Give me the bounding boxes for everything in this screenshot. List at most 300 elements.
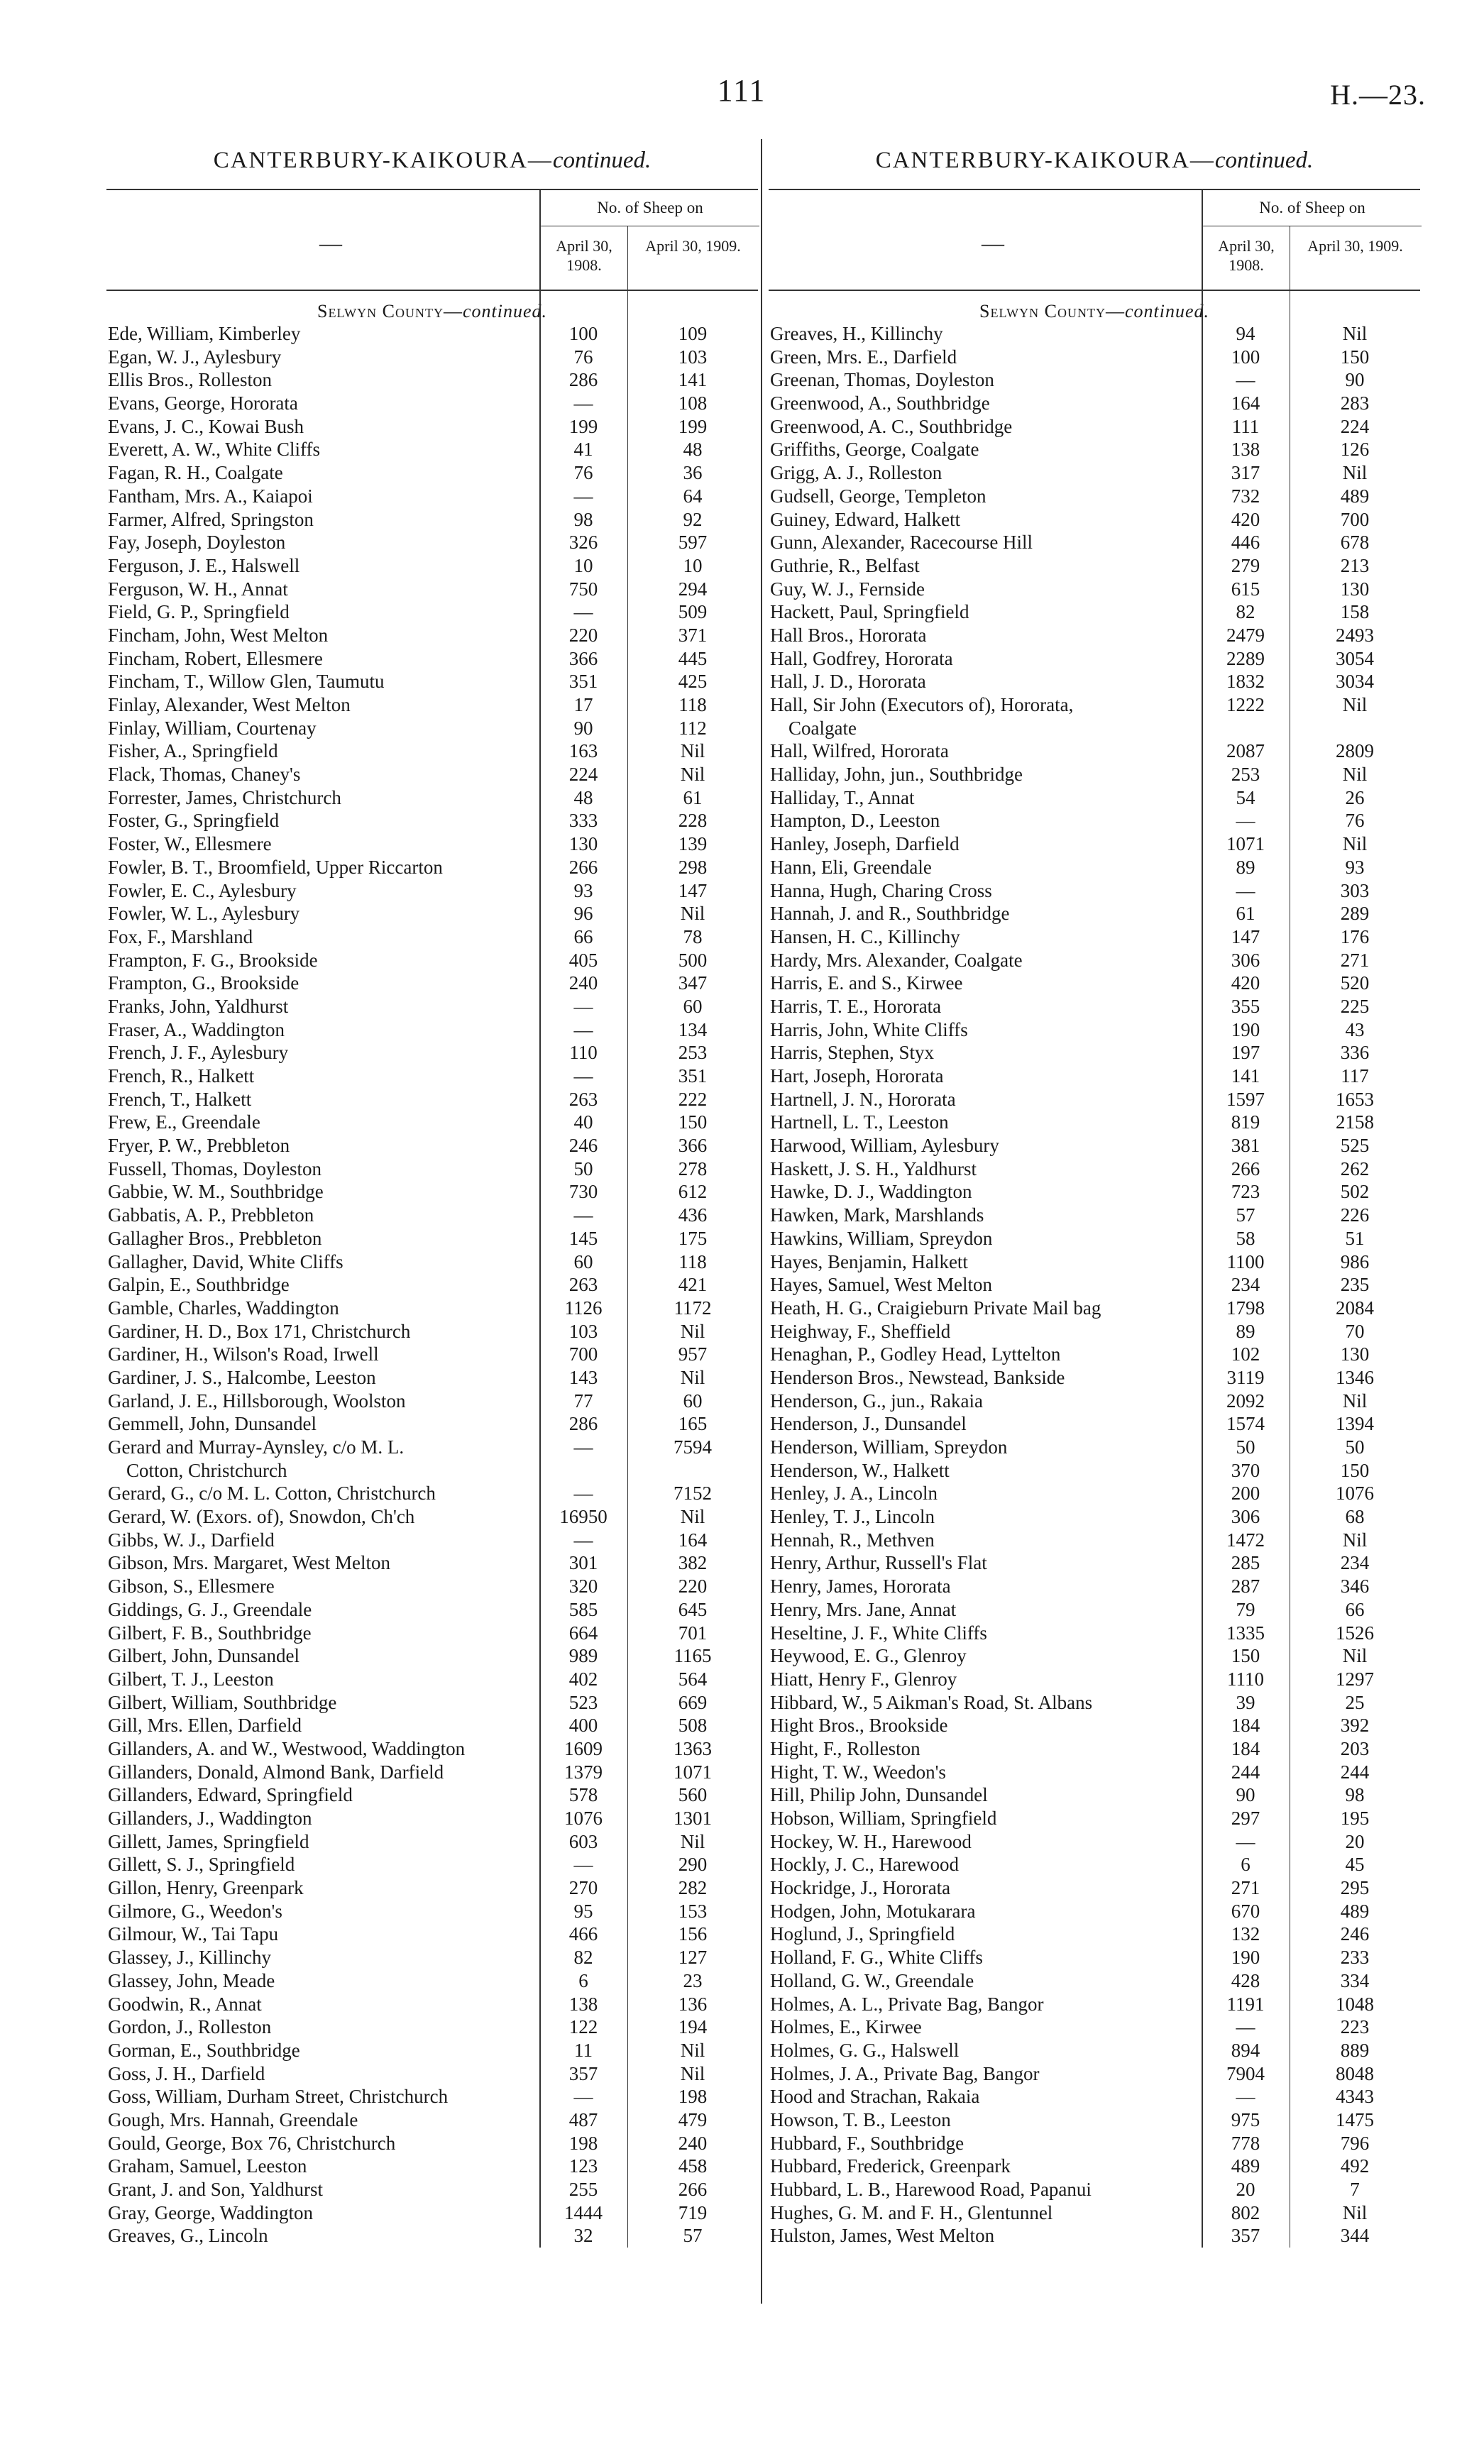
owner-name (106, 1969, 539, 1993)
sheep-1908: 819 (1231, 1111, 1260, 1133)
owner-name (769, 925, 1202, 949)
sheep-1908: 894 (1231, 2039, 1260, 2061)
table-row (769, 1390, 1420, 1413)
sheep-1908: 2289 (1226, 647, 1265, 669)
sheep-1908: 750 (568, 578, 598, 600)
owner-name (769, 1250, 1202, 1274)
sheep-1909: 150 (1340, 346, 1370, 368)
table-row (106, 1343, 758, 1366)
owner-name (769, 972, 1202, 995)
sheep-1909: 244 (1340, 1761, 1370, 1783)
table-row (106, 1505, 758, 1529)
table-row (769, 902, 1420, 925)
owner-name-text: Holmes, A. L., Private Bag, Bangor (770, 1993, 1044, 2015)
owner-name (106, 1343, 539, 1366)
owner-name-text: Gardiner, H., Wilson's Road, Irwell (108, 1343, 379, 1365)
sheep-1909: 669 (678, 1691, 708, 1713)
sheep-1908: 326 (568, 532, 598, 554)
owner-name (769, 1691, 1202, 1715)
owner-name-text: Henry, Mrs. Jane, Annat (770, 1598, 957, 1620)
sheep-1909: Nil (1342, 694, 1368, 715)
owner-name-text: Forrester, James, Christchurch (108, 786, 341, 808)
sheep-1909: 234 (1340, 1552, 1370, 1574)
sheep-1908: — (573, 1204, 593, 1226)
table-row (769, 739, 1420, 763)
table-row (769, 368, 1420, 392)
sheep-1909: 1301 (674, 1808, 712, 1829)
sheep-1908: 93 (573, 879, 593, 901)
owner-name-text: Holmes, J. A., Private Bag, Bangor (770, 2062, 1040, 2084)
section-continued: continued. (462, 301, 547, 321)
owner-name-text: Gardiner, H. D., Box 171, Christchurch (108, 1320, 411, 1342)
sheep-1908: 61 (1236, 903, 1255, 925)
table-row (769, 1065, 1420, 1088)
sheep-1909: Nil (1342, 833, 1368, 855)
owner-name-text: Guiney, Edward, Halkett (770, 508, 961, 530)
owner-name-text: Foster, G., Springfield (108, 810, 280, 832)
owner-name (769, 461, 1202, 485)
sheep-1909: 112 (678, 717, 707, 739)
sheep-1909: 57 (683, 2225, 703, 2247)
sheep-1908: 103 (568, 1320, 598, 1342)
sheep-1908: 20 (1236, 2179, 1255, 2200)
table-row (769, 786, 1420, 810)
owner-name (769, 1644, 1202, 1668)
table-row (106, 322, 758, 346)
sheep-1909: 1346 (1336, 1366, 1374, 1388)
sheep-1909: 240 (678, 2132, 708, 2154)
owner-name-text: Hart, Joseph, Hororata (770, 1065, 944, 1087)
owner-name-text: Gordon, J., Rolleston (108, 2016, 272, 2038)
owner-name-text: Henry, Arthur, Russell's Flat (770, 1552, 987, 1574)
owner-name-text: French, T., Halkett (108, 1088, 252, 1110)
table-row (769, 1923, 1420, 1946)
owner-name-text: Henaghan, P., Godley Head, Lyttelton (770, 1343, 1061, 1365)
owner-name-text: Hight, T. W., Weedon's (770, 1761, 946, 1783)
table-row (106, 1111, 758, 1134)
table-row (106, 972, 758, 995)
owner-name (769, 1320, 1202, 1343)
sheep-1908 (1202, 717, 1290, 740)
owner-name-text: Gilbert, F. B., Southbridge (108, 1622, 312, 1644)
owner-name-text: Glassey, John, Meade (108, 1969, 275, 1991)
sheep-1909: 796 (1340, 2132, 1370, 2154)
owner-name-text: Gerard and Murray-Aynsley, c/o M. L. (108, 1436, 405, 1458)
table-row (769, 670, 1420, 693)
table-row (106, 346, 758, 369)
sheep-1908: 132 (1231, 1923, 1260, 1945)
sheep-1909: Nil (680, 1830, 705, 1852)
owner-name-text: Hayes, Samuel, West Melton (770, 1274, 993, 1296)
owner-name-text: Hobson, William, Springfield (770, 1808, 997, 1829)
table-row (106, 1390, 758, 1413)
owner-name (769, 1807, 1202, 1830)
sheep-1909: Nil (680, 764, 705, 786)
table-row (769, 1529, 1420, 1552)
table-row (769, 1969, 1420, 1993)
sheep-1909: Nil (680, 1366, 705, 1388)
sheep-1908: 48 (573, 786, 593, 808)
table-row (769, 1366, 1420, 1390)
table-row (106, 1412, 758, 1436)
sheep-1908: 1444 (564, 2201, 603, 2223)
table-row (106, 763, 758, 786)
owner-name-text: Fagan, R. H., Coalgate (108, 462, 283, 484)
owner-name-text: Gemmell, John, Dunsandel (108, 1413, 317, 1435)
table-row (106, 531, 758, 554)
owner-name-text: Henderson, W., Halkett (770, 1459, 950, 1481)
sheep-1908: 41 (573, 439, 593, 461)
sheep-1908: 730 (568, 1181, 598, 1203)
sheep-1908: 244 (1231, 1761, 1260, 1783)
owner-name (106, 739, 539, 763)
owner-name-text: Foster, W., Ellesmere (108, 833, 272, 855)
sheep-1908: 141 (1231, 1065, 1260, 1087)
sheep-1908: 357 (1231, 2225, 1260, 2247)
owner-name (106, 879, 539, 903)
table-row (769, 925, 1420, 949)
table-row (106, 809, 758, 832)
table-row (769, 995, 1420, 1018)
owner-name-text: Gilmore, G., Weedon's (108, 1900, 282, 1922)
sheep-1908: 7904 (1226, 2062, 1265, 2084)
table-row (106, 461, 758, 485)
sheep-1908: 263 (568, 1274, 598, 1296)
sheep-1908: 1379 (564, 1761, 603, 1783)
owner-name-text: Hanna, Hugh, Charing Cross (770, 879, 992, 901)
owner-name (106, 1622, 539, 1645)
owner-name-text: Flack, Thomas, Chaney's (108, 764, 301, 786)
owner-name-text: Ferguson, J. E., Halswell (108, 554, 300, 576)
table-row (106, 1598, 758, 1622)
table-row (769, 438, 1420, 461)
owner-name-text: Holland, F. G., White Cliffs (770, 1947, 983, 1969)
owner-name (769, 902, 1202, 925)
owner-name-text: Hall, J. D., Hororata (770, 671, 926, 693)
sheep-1908: — (1236, 1830, 1255, 1852)
owner-name-text: Hibbard, W., 5 Aikman's Road, St. Albans (770, 1691, 1093, 1713)
owner-name-text: Guthrie, R., Belfast (770, 554, 920, 576)
owner-name (769, 949, 1202, 972)
table-row (106, 856, 758, 879)
table-row (106, 2108, 758, 2132)
sheep-1908: 190 (1231, 1018, 1260, 1040)
table-row (106, 415, 758, 439)
table-row (106, 1575, 758, 1598)
table-row (106, 786, 758, 810)
table-row (106, 2155, 758, 2178)
owner-name-text: Hardy, Mrs. Alexander, Coalgate (770, 949, 1023, 971)
owner-name (769, 554, 1202, 578)
owner-name (106, 1065, 539, 1088)
owner-name (106, 1575, 539, 1598)
sheep-1908: 285 (1231, 1552, 1260, 1574)
sheep-1908: 400 (568, 1715, 598, 1737)
owner-name (769, 2132, 1202, 2155)
sheep-1909: 1048 (1336, 1993, 1374, 2015)
owner-name (769, 1366, 1202, 1390)
table-row (769, 1180, 1420, 1204)
table-row (769, 1575, 1420, 1598)
owner-name (106, 1412, 539, 1436)
owner-name (106, 1482, 539, 1505)
owner-name (106, 1088, 539, 1111)
sheep-1909: 158 (1340, 601, 1370, 623)
sheep-1909: 1363 (674, 1737, 712, 1759)
sheep-1909: 64 (683, 485, 703, 507)
owner-name-text: Evans, George, Hororata (108, 392, 298, 414)
table-row (106, 1297, 758, 1320)
owner-name (106, 1598, 539, 1622)
sheep-1908: 578 (568, 1784, 598, 1806)
owner-name-text: Hockly, J. C., Harewood (770, 1854, 959, 1876)
owner-name-text: Fox, F., Marshland (108, 925, 253, 947)
sheep-1909: 134 (678, 1018, 708, 1040)
table-row (769, 717, 1420, 740)
sheep-1908: 89 (1236, 856, 1255, 878)
table-row (106, 1459, 758, 1483)
owner-name-text: Finlay, Alexander, West Melton (108, 694, 351, 715)
sheep-1909: Nil (1342, 1645, 1368, 1667)
table-row (769, 693, 1420, 717)
table-row (769, 2178, 1420, 2201)
owner-name-text: Hockey, W. H., Harewood (770, 1830, 972, 1852)
sheep-1908: 60 (573, 1250, 593, 1272)
owner-name-text: Hawken, Mark, Marshlands (770, 1204, 984, 1226)
sheep-1908: — (573, 1529, 593, 1551)
owner-name (106, 693, 539, 717)
table-row (106, 1830, 758, 1854)
left-sheep-table (106, 189, 758, 2248)
owner-name (769, 647, 1202, 671)
table-row (106, 2224, 758, 2248)
owner-name-text: Frampton, F. G., Brookside (108, 949, 318, 971)
table-row (106, 717, 758, 740)
sheep-1908: 333 (568, 810, 598, 832)
sheep-1908: — (1236, 2086, 1255, 2108)
sheep-1909: 90 (1345, 369, 1365, 391)
owner-name (769, 1041, 1202, 1065)
sheep-1908: 420 (1231, 972, 1260, 994)
owner-name-text: Hartnell, L. T., Leeston (770, 1111, 949, 1133)
sheep-1909: 509 (678, 601, 708, 623)
owner-name (106, 600, 539, 624)
owner-name (106, 1436, 539, 1459)
sheep-1908: 50 (573, 1157, 593, 1179)
owner-name-text: Hodgen, John, Motukarara (770, 1900, 976, 1922)
sheep-1908: 240 (568, 972, 598, 994)
owner-name (106, 1505, 539, 1529)
table-header (106, 189, 758, 291)
sheep-1909: 271 (1340, 949, 1370, 971)
col-header-1909: April 30, 1909. (1290, 226, 1420, 290)
sheep-1909: 223 (1340, 2016, 1370, 2038)
table-row (769, 485, 1420, 508)
owner-name-text: Gunn, Alexander, Racecourse Hill (770, 532, 1033, 554)
owner-name-text: Hall Bros., Hororata (770, 624, 927, 646)
table-row (769, 832, 1420, 856)
owner-name-text: Greenan, Thomas, Doyleston (770, 369, 994, 391)
owner-name-text: Graham, Samuel, Leeston (108, 2155, 307, 2177)
sheep-1908: — (573, 1854, 593, 1876)
owner-name (769, 1204, 1202, 1227)
sheep-1909: 213 (1340, 554, 1370, 576)
sheep-1908: 54 (1236, 786, 1255, 808)
owner-name-text: Gibson, S., Ellesmere (108, 1575, 275, 1597)
owner-name-text: Farmer, Alfred, Springston (108, 508, 314, 530)
sheep-1908: 224 (568, 764, 598, 786)
sheep-1909: Nil (680, 903, 705, 925)
sheep-1909: 147 (678, 879, 708, 901)
owner-name-text: Hight, F., Rolleston (770, 1737, 920, 1759)
sheep-1908: 320 (568, 1575, 598, 1597)
sheep-1908: 90 (1236, 1784, 1255, 1806)
right-table-body (769, 322, 1420, 2248)
table-row (106, 1157, 758, 1181)
sheep-1908: 487 (568, 2108, 598, 2130)
sheep-1909: 425 (678, 671, 708, 693)
owner-name (769, 1018, 1202, 1042)
owner-name-text: Gallagher Bros., Prebbleton (108, 1227, 322, 1249)
sheep-1909: 612 (678, 1181, 708, 1203)
table-row (106, 1946, 758, 1969)
sheep-1908: 420 (1231, 508, 1260, 530)
owner-name-text: Griffiths, George, Coalgate (770, 439, 979, 461)
owner-name (106, 1134, 539, 1157)
owner-name (769, 368, 1202, 392)
owner-name (769, 1737, 1202, 1761)
left-table-body (106, 322, 758, 2248)
sheep-1909: 78 (683, 925, 703, 947)
owner-name-text: Henley, J. A., Lincoln (770, 1483, 938, 1505)
table-row (106, 1250, 758, 1274)
sheep-1909: 7152 (674, 1483, 712, 1505)
owner-name (106, 1297, 539, 1320)
owner-name-text: Gough, Mrs. Hannah, Greendale (108, 2108, 358, 2130)
sheep-1908: — (1236, 879, 1255, 901)
owner-name-text: Hackett, Paul, Springfield (770, 601, 969, 623)
owner-name (106, 322, 539, 346)
table-row (769, 508, 1420, 532)
heading-main: CANTERBURY-KAIKOURA— (213, 148, 553, 173)
sheep-1909: 382 (678, 1552, 708, 1574)
sheep-1908: 190 (1231, 1947, 1260, 1969)
owner-name (106, 2108, 539, 2132)
owner-name-text: Everett, A. W., White Cliffs (108, 439, 320, 461)
table-row (769, 322, 1420, 346)
owner-name (106, 1227, 539, 1250)
sheep-1908: 147 (1231, 925, 1260, 947)
owner-name-text: Greaves, G., Lincoln (108, 2225, 268, 2247)
table-row (769, 949, 1420, 972)
sheep-1908: 100 (568, 323, 598, 344)
right-column-heading (769, 139, 1420, 182)
sheep-1909: 1071 (674, 1761, 712, 1783)
sheep-1909: 597 (678, 532, 708, 554)
table-row (769, 1853, 1420, 1876)
sheep-1909: 246 (1340, 1923, 1370, 1945)
sheep-1909: 7594 (674, 1436, 712, 1458)
table-row (769, 1668, 1420, 1691)
sheep-1908: 197 (1231, 1042, 1260, 1064)
name-column-header: — (319, 230, 342, 255)
owner-name-text: Henderson, William, Spreydon (770, 1436, 1008, 1458)
owner-name-text: Heath, H. G., Craigieburn Private Mail bag (770, 1297, 1101, 1319)
owner-name (769, 693, 1202, 717)
sheep-1909: 198 (678, 2086, 708, 2108)
column-divider (761, 139, 762, 2304)
sheep-1909: Nil (680, 740, 705, 762)
owner-name (106, 2039, 539, 2062)
owner-name (769, 2108, 1202, 2132)
owner-name (106, 1876, 539, 1900)
owner-name (106, 995, 539, 1018)
owner-name-text: Gilbert, William, Southbridge (108, 1691, 337, 1713)
table-row (769, 1946, 1420, 1969)
sheep-1908: 6 (1241, 1854, 1251, 1876)
owner-name-text: Goss, J. H., Darfield (108, 2062, 265, 2084)
table-row (769, 1598, 1420, 1622)
sheep-1909: 1297 (1336, 1668, 1374, 1690)
owner-name-text: Henderson, G., jun., Rakaia (770, 1390, 983, 1412)
sheep-1908: 402 (568, 1668, 598, 1690)
owner-name (106, 1830, 539, 1854)
table-row (769, 578, 1420, 601)
heading-main: CANTERBURY-KAIKOURA— (875, 148, 1215, 173)
sheep-1909: Nil (1342, 1529, 1368, 1551)
owner-name (106, 1761, 539, 1784)
table-row (769, 1088, 1420, 1111)
sheep-1908: — (1236, 369, 1255, 391)
sheep-1909: 564 (678, 1668, 708, 1690)
owner-name (769, 392, 1202, 415)
owner-name (106, 2062, 539, 2086)
table-row (106, 1969, 758, 1993)
sheep-1909: 23 (683, 1969, 703, 1991)
table-row (106, 1273, 758, 1297)
sheep-1908: 1100 (1226, 1250, 1265, 1272)
table-row (106, 693, 758, 717)
owner-name-text: Garland, J. E., Hillsborough, Woolston (108, 1390, 406, 1412)
sheep-1908: 234 (1231, 1274, 1260, 1296)
sheep-1908: 1574 (1226, 1413, 1265, 1435)
sheep-1908: 1191 (1226, 1993, 1265, 2015)
owner-name-text: Fryer, P. W., Prebbleton (108, 1135, 290, 1157)
owner-name (769, 1598, 1202, 1622)
table-row (769, 1343, 1420, 1366)
owner-name-text: Harris, John, White Cliffs (770, 1018, 968, 1040)
sheep-1909: 520 (1340, 972, 1370, 994)
owner-name (106, 1714, 539, 1737)
sheep-1908: — (573, 601, 593, 623)
sheep-1909: 351 (678, 1065, 708, 1087)
sheep-1909: 458 (678, 2155, 708, 2177)
sheep-1909: 336 (1340, 1042, 1370, 1064)
owner-name-text: Goodwin, R., Annat (108, 1993, 262, 2015)
sheep-1908: 446 (1231, 532, 1260, 554)
table-row (106, 438, 758, 461)
owner-name (769, 1969, 1202, 1993)
sheep-1909: 51 (1345, 1227, 1365, 1249)
table-row (106, 1853, 758, 1876)
sheep-1909: 103 (678, 346, 708, 368)
owner-name (769, 531, 1202, 554)
sheep-1908: 405 (568, 949, 598, 971)
owner-name (106, 1668, 539, 1691)
owner-name-text: Finlay, William, Courtenay (108, 717, 317, 739)
sheep-1909: 8048 (1336, 2062, 1374, 2084)
sheep-1909: 560 (678, 1784, 708, 1806)
